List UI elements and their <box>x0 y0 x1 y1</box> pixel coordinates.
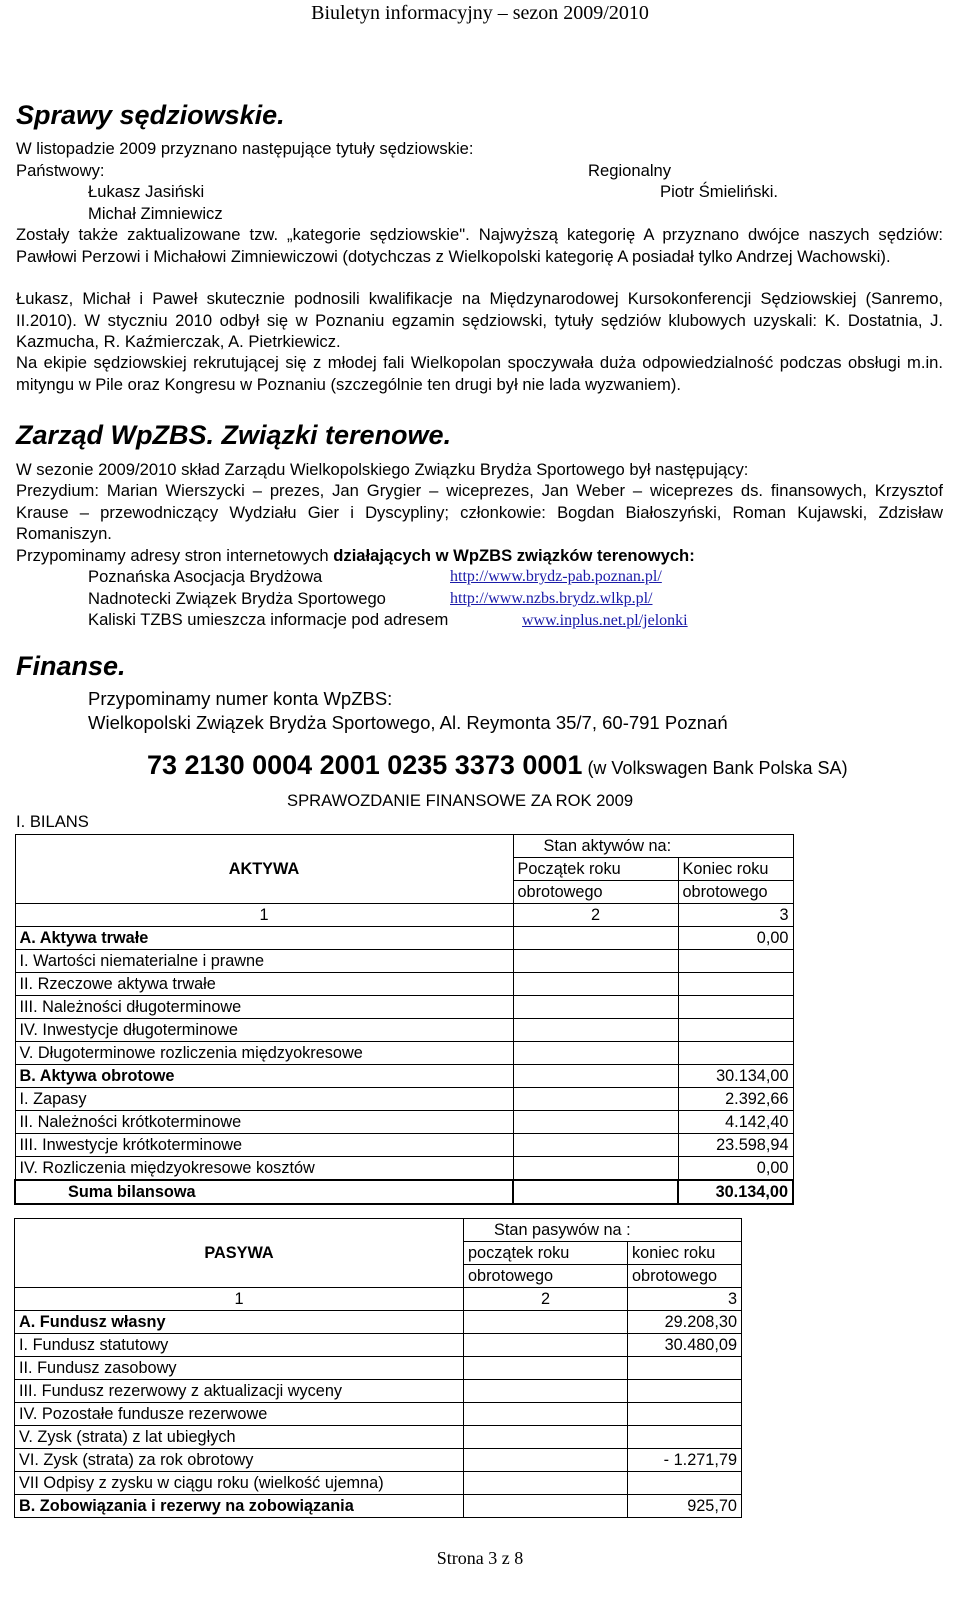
balance-sum-label: Suma bilansowa <box>15 1180 513 1204</box>
categories-paragraph: Zostały także zaktualizowane tzw. „kategorie sędziowskie". Najwyższą kategorię A przyznano dwójce naszych sędziów: Pawłowi Perzowi i Michałowi Zimniewiczowi (dotychczas z Wielkopolski kategorię A posiadał tylko Andrzej Wachowski). <box>16 225 943 266</box>
column-numbers-row <box>15 1288 742 1311</box>
empty-cell <box>464 1380 628 1403</box>
cell-label: V. Długoterminowe rozliczenia międzyokresowe <box>15 1042 513 1065</box>
cell-label: I. Zapasy <box>15 1088 513 1111</box>
cell-label: III. Inwestycje krótkoterminowe <box>15 1134 513 1157</box>
cell-value: 29.208,30 <box>628 1311 742 1334</box>
account-number: 73 2130 0004 2001 0235 3373 0001 <box>147 750 583 780</box>
cell-value: 30.134,00 <box>678 1065 793 1088</box>
national-name: Michał Zimniewicz <box>88 204 223 223</box>
table-row <box>15 1065 793 1088</box>
section-title-referees: Sprawy sędziowskie. <box>16 100 285 130</box>
cell-label: IV. Inwestycje długoterminowe <box>15 1019 513 1042</box>
table-row <box>15 1334 742 1357</box>
cell-label: V. Zysk (strata) z lat ubiegłych <box>15 1426 464 1449</box>
empty-cell <box>513 1019 678 1042</box>
column-number: 1 <box>15 904 513 927</box>
column-number: 3 <box>628 1288 742 1311</box>
cell-label: II. Fundusz zasobowy <box>15 1357 464 1380</box>
table-row <box>15 996 793 1019</box>
cell-label: IV. Pozostałe fundusze rezerwowe <box>15 1403 464 1426</box>
cell-value <box>678 973 793 996</box>
empty-cell <box>464 1334 628 1357</box>
empty-cell <box>513 927 678 950</box>
cell-label: III. Należności długoterminowe <box>15 996 513 1019</box>
empty-cell <box>464 1449 628 1472</box>
national-name: Łukasz Jasiński <box>88 182 205 201</box>
cell-value: 0,00 <box>678 1157 793 1181</box>
empty-cell <box>513 1157 678 1181</box>
referee-team-paragraph: Na ekipie sędziowskiej rekrutującej się z młodej fali Wielkopolan spoczywała duża odpowiedzialność podczas obsługi m.in. mityngu w Pile oraz Kongresu w Poznaniu (szczególnie ten drugi był nie lada wyzwaniem). <box>16 353 943 394</box>
section-title-board: Zarząd WpZBS. Związki terenowe. <box>16 420 452 450</box>
association-label: Nadnotecki Związek Brydża Sportowego <box>88 589 386 608</box>
cell-value <box>628 1380 742 1403</box>
table-row <box>15 1495 742 1518</box>
referees-intro: W listopadzie 2009 przyznano następujące tytuły sędziowskie: <box>16 139 474 158</box>
organization-address: Wielkopolski Związek Brydża Sportowego, Al. Reymonta 35/7, 60-791 Poznań <box>88 712 728 733</box>
cell-value <box>678 1042 793 1065</box>
column-start-year: obrotowego <box>513 881 678 904</box>
table-row <box>15 1311 742 1334</box>
table-row <box>15 1019 793 1042</box>
page-footer: Strona 3 z 8 <box>436 1548 524 1568</box>
cell-label: A. Fundusz własny <box>15 1311 464 1334</box>
assets-status-header: Stan aktywów na: <box>513 835 793 858</box>
qualifications-paragraph: Łukasz, Michał i Paweł skutecznie podnosili kwalifikacje na Międzynarodowej Kursokonferencji Sędziowskiej (Sanremo, II.2010). W styczniu 2010 odbył się w Poznaniu egzamin sędziowski, tytuły sędziów klubowych uzyskali: K. Dostatnia, J. Kazmucha, R. Kaźmierczak, A. Pietrkiewicz. <box>16 289 943 351</box>
column-number: 2 <box>513 904 678 927</box>
page-header: Biuletyn informacyjny – sezon 2009/2010 <box>311 2 649 24</box>
table-row <box>15 1380 742 1403</box>
association-link[interactable]: http://www.nzbs.brydz.wlkp.pl/ <box>450 590 653 607</box>
empty-cell <box>513 950 678 973</box>
column-start-year: Początek roku <box>513 858 678 881</box>
table-row <box>15 950 793 973</box>
links-intro: Przypominamy adresy stron internetowych działających w WpZBS związków terenowych: <box>16 546 695 565</box>
cell-value <box>628 1472 742 1495</box>
cell-label: I. Fundusz statutowy <box>15 1334 464 1357</box>
association-link[interactable]: http://www.brydz-pab.poznan.pl/ <box>450 568 662 585</box>
regional-name: Piotr Śmieliński. <box>660 182 779 201</box>
column-end-year: Koniec roku <box>678 858 793 881</box>
table-row <box>15 1111 793 1134</box>
empty-cell <box>513 1111 678 1134</box>
cell-value <box>678 1019 793 1042</box>
column-number: 3 <box>678 904 793 927</box>
table-row <box>15 1088 793 1111</box>
regional-heading: Regionalny <box>588 161 672 180</box>
cell-label: I. Wartości niematerialne i prawne <box>15 950 513 973</box>
association-label: Poznańska Asocjacja Brydżowa <box>88 567 323 586</box>
empty-cell <box>513 1042 678 1065</box>
board-members: Prezydium: Marian Wierszycki – prezes, Jan Grygier – wiceprezes, Jan Weber – wiceprezes ds. finansowych, Krzysztof Krause – przewodniczący Wydziału Gier i Dyscypliny; członkowie: Bogdan Białoszyński, Roman Kujawski, Zdzisław Romaniszyn. <box>16 481 943 543</box>
balance-sum-value: 30.134,00 <box>678 1180 793 1204</box>
cell-label: III. Fundusz rezerwowy z aktualizacji wyceny <box>15 1380 464 1403</box>
empty-cell <box>464 1357 628 1380</box>
cell-label: II. Należności krótkoterminowe <box>15 1111 513 1134</box>
empty-cell <box>464 1495 628 1518</box>
column-end-year: obrotowego <box>628 1265 742 1288</box>
board-intro: W sezonie 2009/2010 skład Zarządu Wielkopolskiego Związku Brydża Sportowego był następujący: <box>16 460 749 479</box>
table-row <box>15 1472 742 1495</box>
table-row <box>15 1134 793 1157</box>
cell-label: A. Aktywa trwałe <box>15 927 513 950</box>
national-heading: Państwowy: <box>16 161 105 180</box>
bank-account <box>147 750 848 781</box>
empty-cell <box>464 1426 628 1449</box>
table-row <box>15 927 793 950</box>
cell-value: 4.142,40 <box>678 1111 793 1134</box>
cell-label: IV. Rozliczenia międzyokresowe kosztów <box>15 1157 513 1181</box>
cell-value: 23.598,94 <box>678 1134 793 1157</box>
cell-label: B. Zobowiązania i rezerwy na zobowiązania <box>15 1495 464 1518</box>
table-row <box>15 1157 793 1181</box>
empty-cell <box>464 1311 628 1334</box>
assets-table <box>14 834 794 1205</box>
empty-cell <box>464 1472 628 1495</box>
table-row <box>15 1403 742 1426</box>
column-start-year: początek roku <box>464 1242 628 1265</box>
column-number: 2 <box>464 1288 628 1311</box>
balance-sum-row <box>15 1180 793 1204</box>
empty-cell <box>513 973 678 996</box>
cell-label: VI. Zysk (strata) za rok obrotowy <box>15 1449 464 1472</box>
cell-value <box>678 950 793 973</box>
cell-value <box>628 1357 742 1380</box>
table-row <box>15 1426 742 1449</box>
cell-value: 2.392,66 <box>678 1088 793 1111</box>
table-row <box>15 1449 742 1472</box>
association-label: Kaliski TZBS umieszcza informacje pod adresem <box>88 610 449 629</box>
liabilities-status-header: Stan pasywów na : <box>464 1219 742 1242</box>
empty-cell <box>513 1180 678 1204</box>
column-numbers-row <box>15 904 793 927</box>
cell-label: B. Aktywa obrotowe <box>15 1065 513 1088</box>
cell-label: VII Odpisy z zysku w ciągu roku (wielkość ujemna) <box>15 1472 464 1495</box>
column-end-year: koniec roku <box>628 1242 742 1265</box>
liabilities-table <box>14 1218 742 1518</box>
liabilities-heading: PASYWA <box>15 1219 464 1288</box>
association-link[interactable]: www.inplus.net.pl/jelonki <box>522 612 688 629</box>
empty-cell <box>513 1088 678 1111</box>
column-end-year: obrotowego <box>678 881 793 904</box>
account-intro: Przypominamy numer konta WpZBS: <box>88 688 393 709</box>
cell-value <box>628 1403 742 1426</box>
assets-heading: AKTYWA <box>15 835 513 904</box>
balance-label: I. BILANS <box>16 812 89 831</box>
cell-label: II. Rzeczowe aktywa trwałe <box>15 973 513 996</box>
bank-name: (w Volkswagen Bank Polska SA) <box>582 758 848 778</box>
cell-value: 30.480,09 <box>628 1334 742 1357</box>
empty-cell <box>513 1134 678 1157</box>
empty-cell <box>513 1065 678 1088</box>
empty-cell <box>464 1403 628 1426</box>
column-number: 1 <box>15 1288 464 1311</box>
table-row <box>15 1357 742 1380</box>
cell-value <box>628 1426 742 1449</box>
cell-value <box>678 996 793 1019</box>
report-title: SPRAWOZDANIE FINANSOWE ZA ROK 2009 <box>287 791 634 810</box>
cell-value: - 1.271,79 <box>628 1449 742 1472</box>
table-row <box>15 1042 793 1065</box>
table-row <box>15 973 793 996</box>
cell-value: 0,00 <box>678 927 793 950</box>
cell-value: 925,70 <box>628 1495 742 1518</box>
section-title-finance: Finanse. <box>16 651 126 681</box>
column-start-year: obrotowego <box>464 1265 628 1288</box>
empty-cell <box>513 996 678 1019</box>
